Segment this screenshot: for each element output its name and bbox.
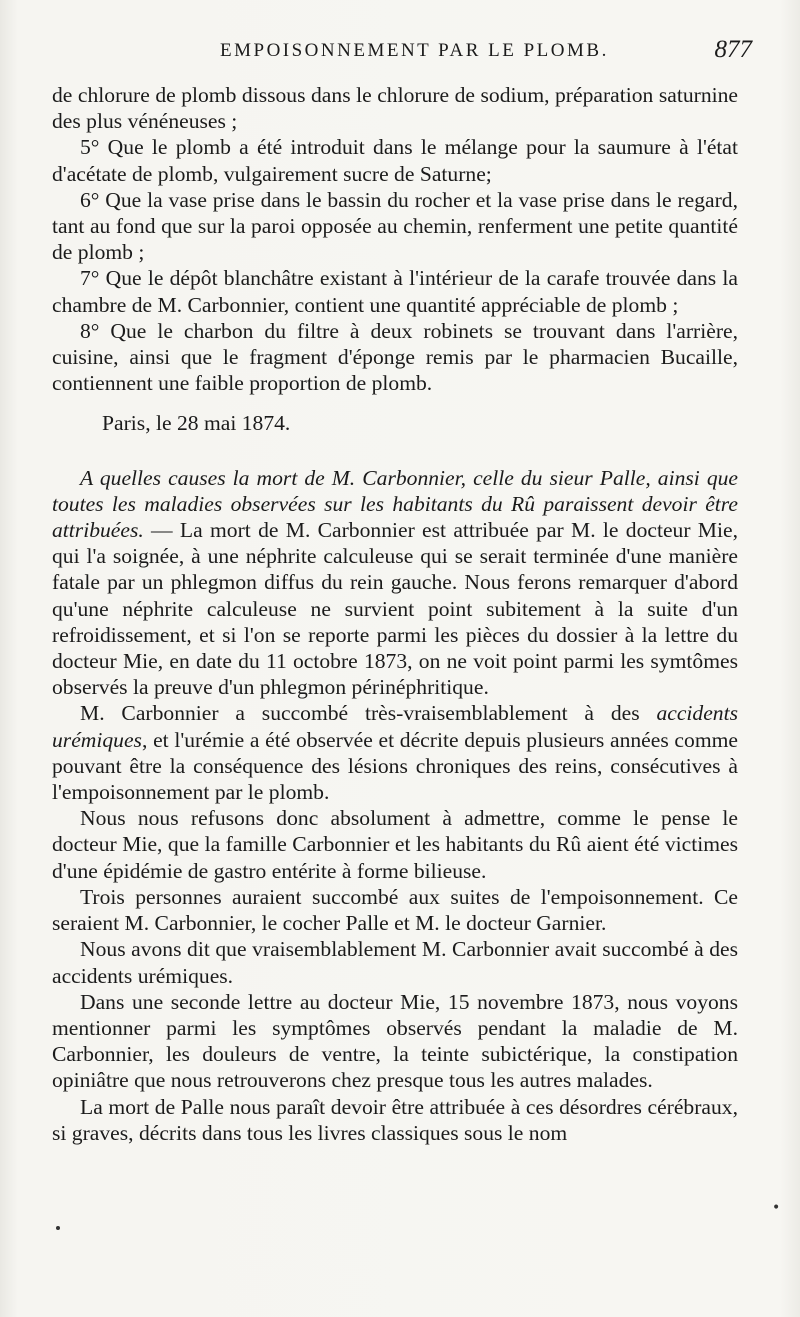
paragraph: 6° Que la vase prise dans le bassin du rocher et la vase prise dans le regard, tant au fond que sur la paroi opposée au chemin, renferment une petite quantité de plomb ; [52,187,738,265]
paragraph-text: M. Carbonnier a succombé très-vraisemblablement à des [80,701,657,726]
paragraph: de chlorure de plomb dissous dans le chlorure de sodium, préparation saturnine des plus vénéneuses ; [52,83,738,134]
paragraph [52,700,738,805]
margin-dot [56,1226,60,1230]
section-heading-continuation: — La mort de M. Carbonnier est attribuée par M. le docteur Mie, qui l'a soignée, à une néphrite calculeuse qui se serait terminée d'une manière fatale par un phlegmon diffus du rein gauche. Nous ferons remarquer d'abord qu'une néphrite calculeuse ne survient point subitement à la suite d'un refroidissement, et si l'on se reporte parmi les pièces du dossier à la lettre du docteur Mie, en date du 11 octobre 1873, on ne voit point parmi les symtômes observés la preuve d'un phlegmon périnéphritique. [52,518,738,700]
paragraph: Nous nous refusons donc absolument à admettre, comme le pense le docteur Mie, que la famille Carbonnier et les habitants du Rû aient été victimes d'une épidémie de gastro entérite à forme bilieuse. [52,806,738,883]
section-paragraph [52,465,738,701]
paragraph: Nous avons dit que vraisemblablement M. Carbonnier avait succombé à des accidents urémiques. [52,937,738,988]
paragraph: 7° Que le dépôt blanchâtre existant à l'intérieur de la carafe trouvée dans la chambre de M. Carbonnier, contient une quantité appréciable de plomb ; [52,266,738,317]
paragraph: Dans une seconde lettre au docteur Mie, 15 novembre 1873, nous voyons mentionner parmi les symptômes observés pendant la maladie de M. Carbonnier, les douleurs de ventre, la teinte subictérique, la constipation opiniâtre que nous retrouverons chez presque tous les autres malades. [52,989,738,1093]
paragraph: 8° Que le charbon du filtre à deux robinets se trouvant dans l'arrière, cuisine, ainsi que le fragment d'éponge remis par le pharmacien Bucaille, contiennent une faible proportion de plomb. [52,318,738,396]
section-heading: A quelles causes la mort de M. Carbonnier, celle du sieur Palle, ainsi que toutes les maladies observées sur les habitants du Rû paraissent devoir être attribuées. [52,465,738,543]
date-line: Paris, le 28 mai 1874. [102,411,291,436]
paragraph: 5° Que le plomb a été introduit dans le mélange pour la saumure à l'état d'acétate de plomb, vulgairement sucre de Saturne; [52,135,738,186]
paragraph: La mort de Palle nous paraît devoir être attribuée à ces désordres cérébraux, si graves, décrits dans tous les livres classiques sous le nom [52,1094,738,1145]
italic-term: accidents urémiques [52,701,738,752]
margin-mark: • [772,1200,781,1216]
page-number: 877 [714,36,752,63]
paragraph: Trois personnes auraient succombé aux suites de l'empoisonnement. Ce seraient M. Carbonnier, le cocher Palle et M. le docteur Garnier. [52,884,738,936]
body-text [52,82,738,1146]
paragraph-text: , et l'urémie a été observée et décrite depuis plusieurs années comme pouvant être la conséquence des lésions chroniques des reins, consécutives à l'empoisonnement par le plomb. [52,727,738,805]
running-header [52,36,756,70]
running-title: EMPOISONNEMENT PAR LE PLOMB. [220,40,609,61]
